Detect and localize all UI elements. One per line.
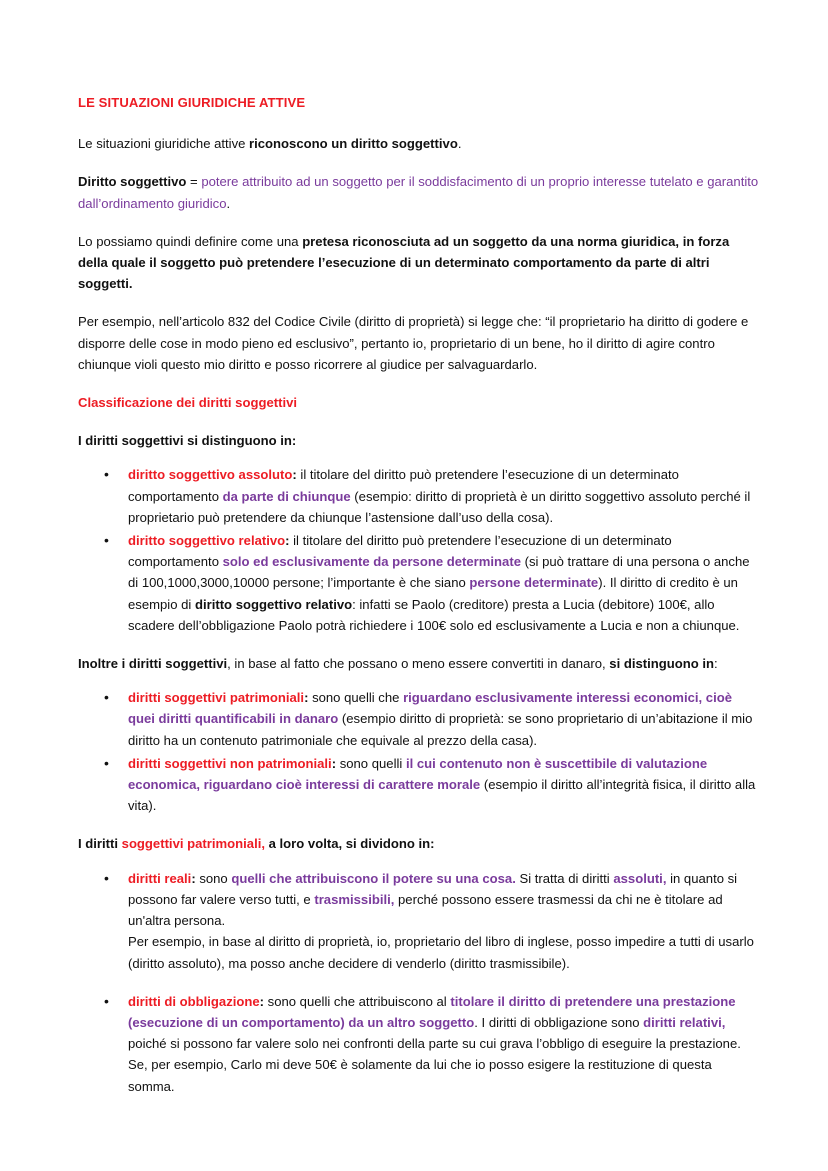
item-term: diritti reali: [128, 870, 192, 886]
item-highlight-2: persone determinate: [469, 575, 599, 591]
item-second-line: Per esempio, in base al diritto di proprietà, io, proprietario del libro di inglese, posso impedire a tutti di usarlo (diritto assoluto), ma posso anche decidere di venderlo (diritto trasmissibile).: [128, 934, 754, 971]
classification-lead-in: I diritti soggettivi si distinguono in:: [78, 433, 297, 449]
lead-bold-2: a loro volta, si dividono in:: [264, 836, 435, 852]
item-highlight-1: titolare il diritto di pretendere una prestazione (esecuzione di un comportamento) da un altro soggetto: [128, 993, 736, 1030]
item-part-4: perché possono essere trasmessi da chi ne è titolare ad un'altra persona.: [128, 891, 723, 929]
item-highlight-2: assoluti,: [613, 870, 667, 886]
item-highlight-1: il cui contenuto non è suscettibile di valutazione economica, riguardano cioè interessi di carattere morale: [128, 755, 708, 793]
item-part-1: sono: [199, 870, 232, 886]
classification-heading: Classificazione dei diritti soggettivi: [78, 395, 298, 411]
definition-period: .: [226, 195, 231, 211]
item-part-1: sono quelli: [339, 755, 406, 771]
lead-bold-2: si distinguono in: [609, 656, 715, 672]
lead-bold-1: I diritti: [78, 836, 122, 852]
item-term: diritti di obbligazione: [128, 993, 260, 1009]
real-rights-list: [78, 868, 760, 1097]
item-term: diritto soggettivo relativo: [128, 533, 286, 549]
item-part-3: ). Il diritto di credito è un esempio di: [128, 575, 738, 612]
document-body: [78, 92, 760, 1097]
list-item: [78, 464, 760, 528]
item-highlight-2: diritti relativi,: [643, 1014, 726, 1030]
item-highlight-1: solo ed esclusivamente da persone determinate: [222, 554, 521, 570]
list-item: [78, 530, 760, 636]
item-part-4: : infatti se Paolo (creditore) presta a Lucia (debitore) 100€, allo scadere dell’obbligazione Paolo potrà richiedere i 100€ solo ed esclusivamente a Lucia e non a chiunque.: [128, 596, 740, 633]
item-part-3: in quanto si possono far valere verso tutti, e: [128, 870, 738, 907]
item-part-2: (si può trattare di una persona o anche di 100,1000,3000,10000 persone; l’importante è che siano: [128, 554, 750, 591]
intro-text-plain: Le situazioni giuridiche attive: [78, 136, 250, 152]
item-highlight-3: trasmissibili,: [314, 891, 395, 907]
intro-text-end: .: [457, 136, 462, 152]
definition-body: potere attribuito ad un soggetto per il soddisfacimento di un proprio interesse tutelato e garantito dall’ordinamento giuridico: [78, 174, 759, 211]
list-item: [78, 687, 760, 751]
restatement-paragraph: [78, 231, 760, 295]
item-colon: :: [191, 870, 200, 886]
list-item: [78, 753, 760, 817]
intro-paragraph: [78, 133, 760, 154]
item-colon: :: [331, 755, 340, 771]
item-term: diritti soggettivi non patrimoniali: [128, 755, 332, 771]
item-part-1: sono quelli che attribuiscono al: [267, 993, 451, 1009]
item-bold-1: diritto soggettivo relativo: [194, 596, 353, 612]
item-term: diritto soggettivo assoluto: [128, 467, 293, 483]
patrimonial-lead-in: [78, 653, 760, 674]
restatement-bold: pretesa riconosciuta ad un soggetto da una norma giuridica, in forza della quale il soggetto può pretendere l’esecuzione di un determinato comportamento da parte di altri soggetti.: [78, 233, 730, 292]
item-part-2: Si tratta di diritti: [515, 870, 614, 886]
restatement-lead: Lo possiamo quindi definire come una: [78, 233, 303, 249]
list-item: [78, 991, 760, 1097]
lead-bold-1: Inoltre i diritti soggettivi: [78, 656, 228, 672]
page-title: LE SITUAZIONI GIURIDICHE ATTIVE: [78, 95, 306, 110]
item-part-1: il titolare del diritto può pretendere l’esecuzione di un determinato comportamento: [128, 533, 672, 570]
item-part-2: (esempio: diritto di proprietà è un diritto soggettivo assoluto perché il proprietario può pretendere da chiunque l’astensione dall’uso della cosa).: [128, 488, 751, 525]
real-rights-lead-in: [78, 833, 760, 854]
item-highlight-1: riguardano esclusivamente interessi economici, cioè quei diritti quantificabili in danaro: [128, 690, 732, 727]
list-item: [78, 868, 760, 974]
article-832-paragraph: Per esempio, nell’articolo 832 del Codice Civile (diritto di proprietà) si legge che: “il proprietario ha diritto di godere e disporre delle cose in modo pieno ed esclusivo”, pertanto io, proprietario di un bene, ho il diritto di agire contro chiunque violi questo mio diritto e posso ricorrere al giudice per salvaguardarlo.: [78, 314, 749, 372]
item-part-2: (esempio diritto di proprietà: se sono proprietario di un’abitazione il mio diritto ha un contenuto patrimoniale che equivale al prezzo della casa).: [128, 711, 753, 748]
item-part-1: il titolare del diritto può pretendere l’esecuzione di un determinato comportamento: [128, 467, 679, 504]
item-part-2: . I diritti di obbligazione sono: [474, 1014, 644, 1030]
item-colon: :: [285, 533, 294, 549]
lead-end: :: [714, 656, 718, 672]
item-highlight-1: quelli che attribuiscono il potere su una cosa.: [231, 870, 516, 886]
classification-list: [78, 464, 760, 636]
patrimonial-list: [78, 687, 760, 816]
item-part-1: sono quelli che: [312, 690, 404, 706]
definition-equals: =: [186, 174, 202, 190]
item-colon: :: [259, 993, 268, 1009]
item-part-2: (esempio il diritto all’integrità fisica, il diritto alla vita).: [128, 777, 756, 814]
item-colon: :: [304, 690, 313, 706]
item-term: diritti soggettivi patrimoniali: [128, 690, 305, 706]
item-colon: :: [292, 467, 301, 483]
item-highlight-1: da parte di chiunque: [222, 488, 351, 504]
definition-term: Diritto soggettivo: [78, 174, 187, 190]
item-part-3: poiché si possono far valere solo nei confronti della parte su cui grava l’obbligo di eseguire la prestazione. Se, per esempio, Carlo mi deve 50€ è solamente da lui che io posso esigere la restituzione di questa somma.: [128, 1036, 741, 1094]
intro-text-bold: riconoscono un diritto soggettivo: [249, 136, 458, 152]
lead-plain: , in base al fatto che possano o meno essere convertiti in danaro,: [227, 656, 610, 672]
lead-red: soggettivi patrimoniali,: [121, 836, 265, 852]
definition-paragraph: [78, 171, 760, 213]
